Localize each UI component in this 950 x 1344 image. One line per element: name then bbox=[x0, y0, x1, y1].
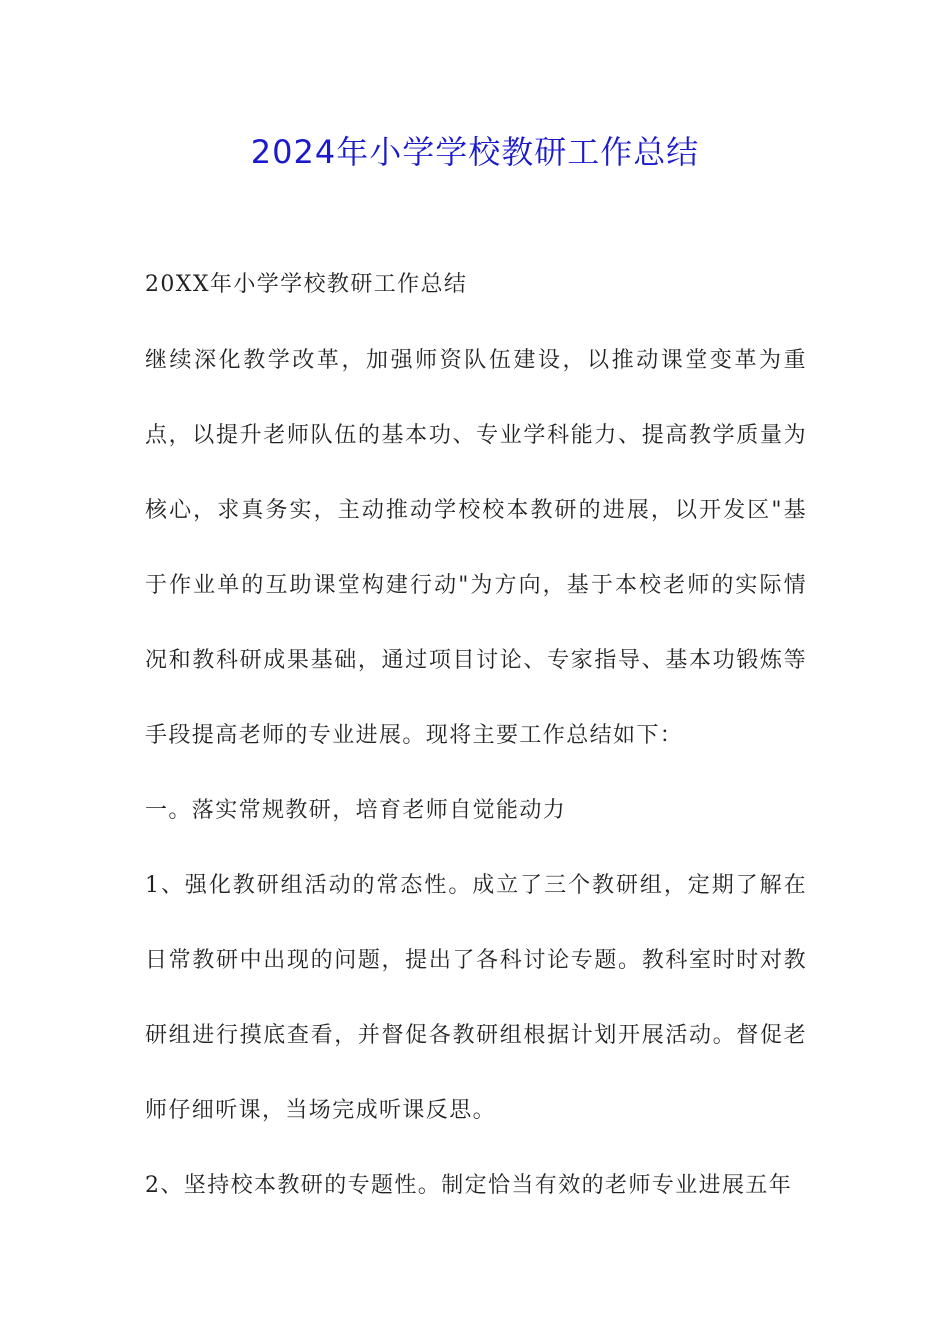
subtitle-paragraph: 20XX年小学学校教研工作总结 bbox=[145, 272, 468, 297]
document-body bbox=[145, 266, 807, 1223]
section-heading: 一。落实常规教研，培育老师自觉能动力 bbox=[145, 798, 567, 823]
document-title: 2024年小学学校教研工作总结 bbox=[250, 133, 700, 171]
intro-paragraph: 继续深化教学改革，加强师资队伍建设，以推动课堂变革为重点，以提升老师队伍的基本功、专业学科能力、提高教学质量为核心，求真务实，主动推动学校校本教研的进展，以开发区"基于作业单的互助课堂构建行动"为方向，基于本校老师的实际情况和教科研成果基础，通过项目讨论、专家指导、基本功锻炼等手段提高老师的专业进展。现将主要工作总结如下： bbox=[145, 348, 807, 748]
item-paragraph-1: 1、强化教研组活动的常态性。成立了三个教研组，定期了解在日常教研中出现的问题，提出了各科讨论专题。教科室时时对教研组进行摸底查看，并督促各教研组根据计划开展活动。督促老师仔细听课，当场完成听课反思。 bbox=[145, 873, 807, 1123]
item-paragraph-2: 2、坚持校本教研的专题性。制定恰当有效的老师专业进展五年 bbox=[145, 1173, 793, 1198]
